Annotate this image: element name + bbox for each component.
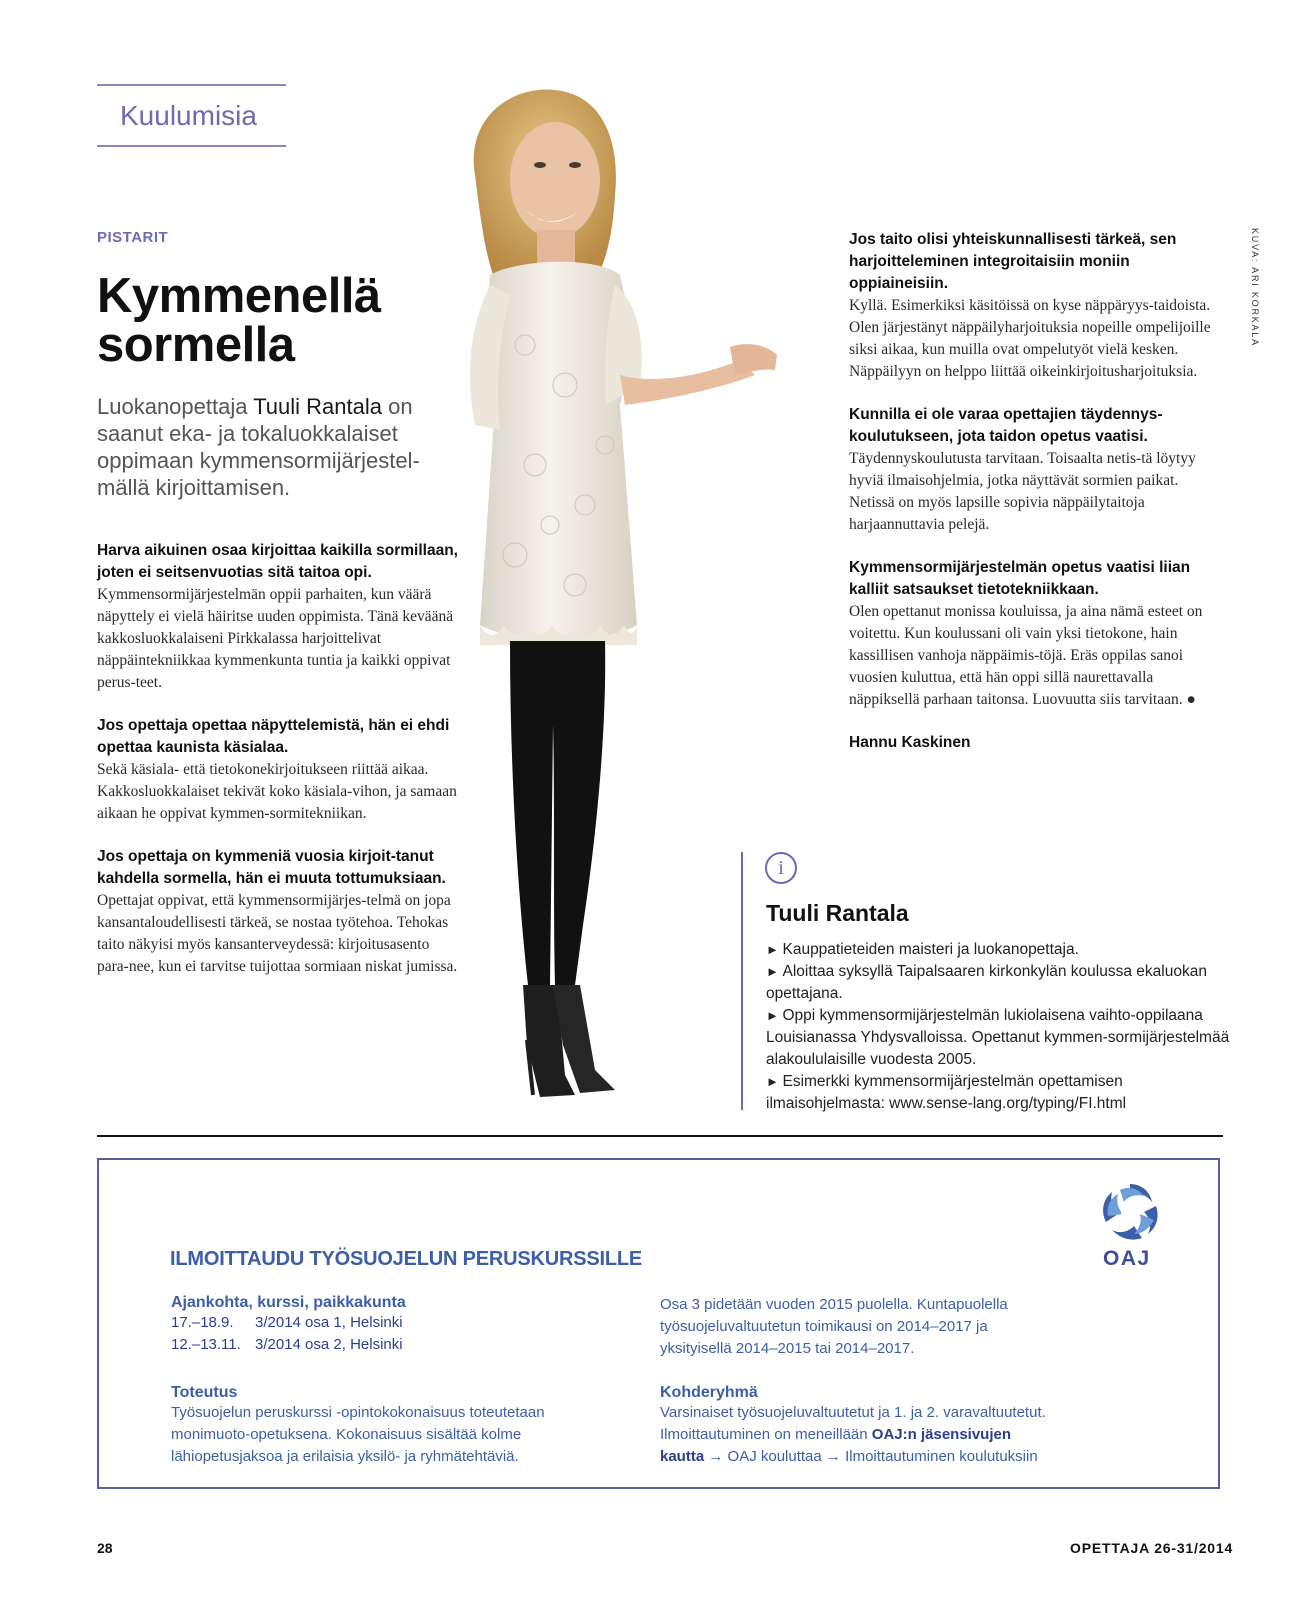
- ad-target-text-2: [660, 1424, 1090, 1468]
- qa-answer: Opettajat oppivat, että kymmensormijärjes-telmä on jopa kansantaloudellisesti tärkeä, se nostaa työtehoa. Tehokas taito näkyisi myös kansanterveydessä: kirjoitusasento para-nee, kun ei tarvitse tuijottaa sormiaan niskat jumissa.: [97, 892, 458, 975]
- magazine-issue: OPETTAJA 26-31/2014: [1070, 1540, 1234, 1556]
- oaj-logo-icon: [1098, 1180, 1162, 1244]
- ad-when-course: 3/2014 osa 2, Helsinki: [255, 1336, 403, 1353]
- article-bottom-rule: [97, 1135, 1223, 1137]
- article-author: Hannu Kaskinen: [849, 734, 971, 751]
- ad-when-date: 12.–13.11.: [171, 1336, 241, 1353]
- headline-line-1: Kymmenellä: [97, 269, 381, 323]
- qa-question: Kymmensormijärjestelmän opetus vaatisi liian kalliit satsaukset tietotekniikkaan.: [849, 559, 1191, 598]
- section-rule-top: [97, 84, 286, 86]
- article-lead: [97, 393, 442, 501]
- qa-block: [97, 846, 459, 978]
- qa-question: Jos opettaja on kymmeniä vuosia kirjoit-tanut kahdella sormella, hän ei muuta tottumuksiaan.: [97, 848, 446, 887]
- qa-answer: Olen opettanut monissa kouluissa, ja aina nämä esteet on voitettu. Kun koulussani oli vain yksi tietokone, hain kassillisen vanhoja näppäimis-töjä. Eräs oppilas sanoi vuosien kuluttua, että hän oppi sillä naurettavalla näppiksellä parhaan taitonsa. Luovuutta siis tarvitaan. ●: [849, 603, 1203, 708]
- ad-target-heading: Kohderyhmä: [660, 1384, 758, 1401]
- ad-member-link-cont[interactable]: kautta: [660, 1448, 705, 1465]
- ad-target-section: [660, 1384, 1090, 1468]
- infobox-item: ► Kauppatieteiden maisteri ja luokanopettaja.: [766, 939, 1236, 961]
- ad-impl-section: [171, 1384, 591, 1468]
- portrait-photo: [455, 85, 805, 1135]
- lead-pre: Luokanopettaja: [97, 394, 254, 419]
- headline-line-2: sormella: [97, 318, 295, 372]
- lead-post: on saanut eka- ja tokaluokkalaiset oppimaan kymmensormijärjestelmällä kirjoittamisen.: [97, 394, 420, 500]
- section-rule-bottom: [97, 145, 286, 147]
- section-label: Kuulumisia: [120, 100, 257, 131]
- ad-target-pre: Ilmoittautuminen on meneillään: [660, 1426, 872, 1443]
- ad-when-date: 17.–18.9.: [171, 1314, 234, 1331]
- lead-name: Tuuli Rantala: [253, 394, 382, 419]
- qa-answer: Sekä käsiala- että tietokonekirjoitukseen riittää aikaa. Kakkosluokkalaiset tekivät koko käsiala-vihon, ja samaan aikaan he oppivat kymmen-sormitekniikan.: [97, 761, 457, 822]
- ad-target-text-1: Varsinaiset työsuojeluvaltuutetut ja 1. ja 2. varavaltuutetut.: [660, 1404, 1046, 1421]
- article-kicker: PISTARIT: [97, 229, 169, 246]
- qa-answer: Kyllä. Esimerkiksi käsitöissä on kyse näppäryys-taidoista. Olen järjestänyt näppäilyharjoituksia nopeille ompelijoille siksi aikaa, kun muilla ovat ompelutyöt vielä kesken. Näppäilyyn on helppo liittää oikeinkirjoitusharjoituksia.: [849, 297, 1211, 380]
- infobox-item: ► Esimerkki kymmensormijärjestelmän opettamisen ilmaisohjelmasta: www.sense-lang.org/typing/FI.html: [766, 1071, 1236, 1115]
- qa-answer: Kymmensormijärjestelmän oppii parhaiten, kun väärä näpyttely ei vielä häiritse uuden oppimista. Tänä keväänä kakkosluokkalaiseni Pirkkalassa harjoittelivat näppäintekniikkaa kymmenkunta tuntia ja kaikki oppivat perus-teet.: [97, 586, 454, 691]
- qa-answer: Täydennyskoulutusta tarvitaan. Toisaalta netis-tä löytyy hyviä ilmaisohjelmia, jotka näyttävät sormien paikat. Netissä on myös lapsille sopivia näppäilytaitoja harjaannuttavia pelejä.: [849, 450, 1196, 533]
- page-number: 28: [97, 1540, 113, 1556]
- article-headline: [97, 269, 457, 372]
- ad-part3-text: Osa 3 pidetään vuoden 2015 puolella. Kuntapuolella työsuojeluvaltuutetun toimikausi on 2014–2017 ja yksityisellä 2014–2015 tai 2014–2017.: [660, 1296, 1008, 1357]
- infobox-rule: [741, 852, 743, 1110]
- qa-question: Jos opettaja opettaa näpyttelemistä, hän ei ehdi opettaa kaunista käsialaa.: [97, 717, 450, 756]
- ad-when-section: [171, 1294, 591, 1356]
- qa-right-column: [849, 229, 1224, 775]
- infobox-list: [766, 939, 1236, 1115]
- ad-when-row: [171, 1312, 591, 1334]
- ad-title: ILMOITTAUDU TYÖSUOJELUN PERUSKURSSILLE: [170, 1248, 643, 1270]
- qa-left-column: [97, 540, 459, 999]
- oaj-logo-text: OAJ: [1103, 1247, 1151, 1270]
- qa-block: [849, 229, 1224, 383]
- qa-block: [849, 557, 1224, 711]
- qa-block: [97, 715, 459, 825]
- infobox-item: ► Aloittaa syksyllä Taipalsaaren kirkonkylän koulussa ekaluokan opettajana.: [766, 961, 1236, 1005]
- ad-member-link[interactable]: OAJ:n jäsensivujen: [871, 1426, 1012, 1443]
- ad-when-row: [171, 1334, 591, 1356]
- qa-question: Harva aikuinen osaa kirjoittaa kaikilla sormillaan, joten ei seitsenvuotias sitä taitoa opi.: [97, 542, 458, 581]
- qa-block: [849, 404, 1224, 536]
- ad-when-course: 3/2014 osa 1, Helsinki: [255, 1314, 403, 1331]
- qa-block: [97, 540, 459, 694]
- qa-question: Jos taito olisi yhteiskunnallisesti tärkeä, sen harjoitteleminen integroitaisiin moniin oppiaineisiin.: [849, 231, 1177, 292]
- info-icon: i: [765, 852, 797, 884]
- ad-impl-heading: Toteutus: [171, 1384, 238, 1401]
- photo-credit: KUVA: ARI KORKALA: [1250, 228, 1260, 347]
- ad-impl-text: Työsuojelun peruskurssi -opintokokonaisuus toteutetaan monimuoto-opetuksena. Kokonaisuus sisältää kolme lähiopetusjaksoa ja erilaisia yksilö- ja ryhmätehtäviä.: [171, 1404, 545, 1465]
- infobox-title: Tuuli Rantala: [766, 900, 909, 926]
- ad-when-heading: Ajankohta, kurssi, paikkakunta: [171, 1294, 406, 1311]
- qa-question: Kunnilla ei ole varaa opettajien täydennys-koulutukseen, jota taidon opetus vaatisi.: [849, 406, 1163, 445]
- infobox-item: ► Oppi kymmensormijärjestelmän lukiolaisena vaihto-oppilaana Louisianassa Yhdysvalloissa. Opettanut kymmen-sormijärjestelmää alakoululaisille vuodesta 2005.: [766, 1005, 1236, 1071]
- ad-target-path: → OAJ kouluttaa → Ilmoittautuminen koulutuksiin: [704, 1448, 1038, 1465]
